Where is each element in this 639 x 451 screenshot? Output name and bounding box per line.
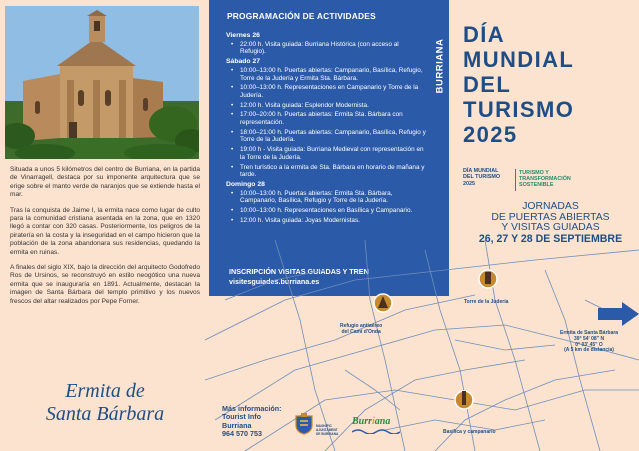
title-line: DEL [463,72,512,97]
torre-label: Torre de la Judería [464,299,509,305]
registration-link[interactable]: visitesguiades.burriana.es [229,276,320,286]
tourist-info-block [222,405,282,439]
ermita-label-line3: 0° 03' 45" O [575,341,603,348]
basilica-pin-icon[interactable] [455,391,473,409]
page-title [463,22,574,147]
title-line: TURISMO [463,97,575,122]
logo-dmt-line: DÍA MUNDIAL [463,168,499,174]
world-tourism-day-logo [463,168,633,192]
event-item: • 22:00 h. Visita guiada: Burriana Histórica (con acceso al Refugio). [226,41,426,56]
ayto-line3: DE BURRIANA [316,431,339,436]
program-list [226,31,426,226]
hermitage-illustration [5,6,199,159]
refugio-label-line2: del Camí d'Onda [341,328,381,335]
logo-tts-line: TRANSFORMACIÓN [519,176,571,183]
torre-pin-icon[interactable] [479,270,497,288]
refugio-label [340,324,382,336]
ermita-label [560,331,618,354]
day-heading: Viernes 26 [226,32,260,39]
brand-part-b: i [372,416,375,427]
event-item: • Tren turístico a la ermita de Sta. Bárbara en horario de mañana y tarde. [226,164,426,179]
event-dates: 26, 27 Y 28 DE SEPTIEMBRE [478,232,623,245]
ermita-label-line1: Ermita de Santa Bárbara [560,330,619,336]
jornadas-block [463,202,638,244]
title-line: DÍA [463,22,506,47]
basilica-label: Basílica y campanario [443,429,496,435]
intro-paragraph-2: Tras la conquista de Jaime I, la ermita nace como lugar de culto para la comunidad cristiana asentada en la zona, que en 1320 llegó a contar con 320 casas. Posteriormente, los peligros de la piratería en la costa y la inseguridad en el campo hicieron que la población de la zona abandonara sus residencias, quedando la ermita en ruinas. [10,206,200,256]
program-title: PROGRAMACIÓN DE ACTIVIDADES [227,11,376,21]
ermita-label-line2: 39° 54' 08" N [574,335,605,342]
event-item: • 19:00 h - Visita guiada: Burriana Medieval con representación en la Torre de la Judería. [226,146,426,161]
title-line: MUNDIAL [463,47,575,72]
intro-paragraph-1: Situada a unos 5 kilómetros del centro de Burriana, en la partida de Vinarragell, destaca por su imponente arquitectura que se erige sobre el manto verde de naranjos que se extiende hasta el mar. [10,166,200,199]
info-line3: Burriana [222,420,252,430]
jornadas-line1: JORNADAS [522,201,579,212]
info-line2: Tourist Info [222,412,261,422]
title-line: 2025 [463,122,518,147]
event-item: • 10:00–13:00 h. Representaciones en Basílica y Campanario. [226,207,426,215]
direction-arrow-icon [598,302,639,326]
logo-dmt-line: 2025 [463,180,475,187]
logo-divider [515,169,516,191]
hermitage-title [10,380,200,426]
event-item: • 10:00–13:00 h. Puertas abiertas: Campanario, Basílica, Refugio, Torre de la Judería y Ermita Sta. Bárbara. [226,67,426,82]
hermitage-title-line2: Santa Bárbara [45,403,165,425]
burriana-vertical-label: BURRIANA [434,38,446,94]
info-line1: Más información: [222,404,282,413]
jornadas-line3: Y VISITAS GUIADAS [501,222,600,233]
hermitage-photo [5,6,199,159]
ayto-line1: MAGNÍFIC [316,424,332,428]
hermitage-title-line1: Ermita de [65,380,145,402]
registration-title: INSCRIPCIÓN VISITAS GUIADAS Y TREN [229,267,369,276]
intro-paragraph-3: A finales del siglo XIX, bajo la dirección del arquitecto Godofredo Ros de Ursinos, se reconstruyó en estilo neogótico una nueva ermita que se inauguraría en 1891. Actualmente, destacan la imagen de Santa Bárbara del templo primitivo y los nuevos frescos del altar realizados por Pepe Forner. [10,264,200,305]
jornadas-line2: DE PUERTAS ABIERTAS [491,211,610,223]
event-item: • 10:00–13:00 h. Puertas abiertas: Ermita Sta. Bárbara, Campanario, Basílica, Refugio y Torre de la Judería. [226,190,426,205]
refugio-label-line1: Refugio antiaéreo [340,323,383,329]
day-heading: Sábado 27 [226,58,260,66]
hermitage-description [10,166,200,313]
coat-of-arms-icon [292,413,316,435]
event-item: • 10:00–13:00 h. Representaciones en Campanario y Torre de la Judería. [226,84,426,99]
event-item: • 12:00 h. Visita guiada: Joyas Modernistas. [226,217,426,225]
logo-tts-line: SOSTENIBLE [519,182,554,189]
city-council-logo [316,425,338,436]
brand-wave-icon [352,428,400,434]
logo-dmt-line: DEL TURISMO [463,174,501,181]
event-item: • 18:00–21:00 h. Puertas abiertas: Campanario, Basílica, Refugio y Torre de la Judería. [226,129,426,144]
refugio-pin-icon[interactable] [374,294,392,312]
info-phone[interactable]: 964 570 753 [222,429,262,439]
event-item: • 17:00–20:00 h. Puertas abiertas: Ermita Sta. Bárbara con representación. [226,111,426,126]
logo-dmt [463,168,515,187]
event-item: • 12:00 h. Visita guiada: Esplendor Modernista. [226,102,426,110]
brand-part-c: ana [374,416,391,427]
logo-sustainable [519,170,609,189]
logo-tts-line: TURISMO Y [519,170,549,176]
day-heading: Domingo 28 [226,180,265,188]
ermita-label-line4: (A 5 km de distancia) [564,347,614,354]
ayto-line2: AJUNTAMENT [316,427,338,432]
brand-part-a: Burr [352,416,373,427]
burriana-brand-logo [352,416,390,427]
